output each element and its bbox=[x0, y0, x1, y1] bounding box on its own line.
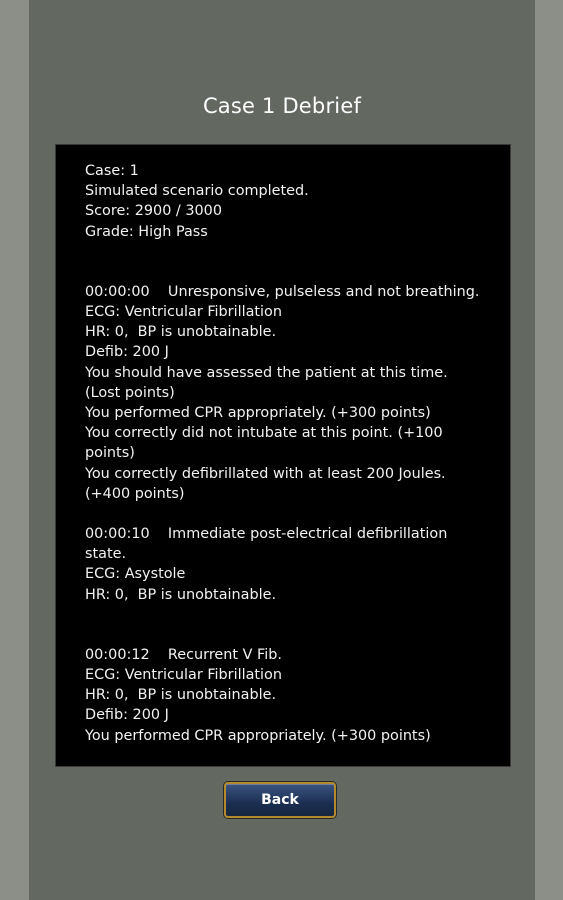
entry-2-vitals: HR: 0, BP is unobtainable. bbox=[85, 586, 277, 603]
debrief-log[interactable] bbox=[55, 144, 511, 767]
entry-1-feedback: You should have assessed the patient at this time. (Lost points) bbox=[85, 364, 453, 401]
page-title: Case 1 Debrief bbox=[202, 94, 362, 118]
entry-2-header: 00:00:10 Immediate post-electrical defibrillation state. bbox=[85, 526, 452, 563]
entry-1-ecg: ECG: Ventricular Fibrillation bbox=[85, 304, 282, 321]
entry-1-defib: Defib: 200 J bbox=[85, 344, 169, 361]
entry-3-ecg: ECG: Ventricular Fibrillation bbox=[85, 667, 282, 684]
summary-case: Case: 1 bbox=[85, 163, 139, 179]
summary-grade: Grade: High Pass bbox=[85, 223, 208, 240]
entry-1-feedback: You correctly did not intubate at this point. (+100 points) bbox=[85, 425, 448, 462]
entry-3-feedback: You performed CPR appropriately. (+300 points) bbox=[85, 727, 431, 744]
entry-1-header: 00:00:00 Unresponsive, pulseless and not breathing. bbox=[85, 283, 480, 300]
debrief-panel bbox=[29, 0, 535, 900]
right-margin bbox=[535, 0, 563, 900]
entry-2-ecg: ECG: Asystole bbox=[85, 566, 186, 583]
summary-status: Simulated scenario completed. bbox=[85, 183, 309, 200]
summary-score: Score: 2900 / 3000 bbox=[85, 203, 222, 220]
entry-1-feedback: You correctly defibrillated with at least 200 Joules. (+400 points) bbox=[85, 465, 451, 502]
debrief-log-content bbox=[85, 161, 485, 746]
entry-3-defib: Defib: 200 J bbox=[85, 707, 169, 724]
entry-3-header: 00:00:12 Recurrent V Fib. bbox=[85, 646, 282, 663]
entry-1-feedback: You performed CPR appropriately. (+300 points) bbox=[85, 405, 431, 422]
entry-3-vitals: HR: 0, BP is unobtainable. bbox=[85, 687, 277, 704]
back-button[interactable]: Back bbox=[224, 782, 336, 818]
entry-1-vitals: HR: 0, BP is unobtainable. bbox=[85, 324, 277, 341]
left-margin bbox=[0, 0, 29, 900]
